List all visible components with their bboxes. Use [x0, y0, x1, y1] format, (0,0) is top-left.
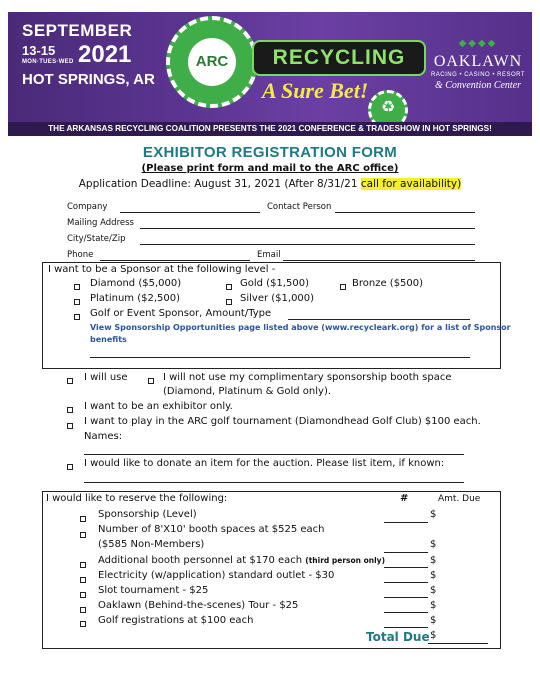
item-personnel-text: Additional booth personnel at $170 each	[98, 555, 303, 566]
item-personnel-note: (third person only)	[305, 556, 385, 565]
will-not-use-note: (Diamond, Platinum & Gold only).	[163, 386, 332, 397]
slot-checkbox[interactable]	[80, 592, 86, 598]
dollar-sign: $	[430, 630, 437, 641]
booth-count[interactable]	[384, 552, 428, 553]
dollar-sign: $	[430, 570, 437, 581]
gem-icon: ◆◆◆◆	[458, 38, 498, 49]
arc-chip-logo	[166, 16, 258, 108]
event-month: SEPTEMBER	[22, 21, 133, 40]
booth-checkbox[interactable]	[80, 532, 86, 538]
phone-field[interactable]	[100, 260, 250, 261]
item-tour: Oaklawn (Behind-the-scenes) Tour - $25	[98, 600, 299, 611]
total-due-label: Total Due	[366, 630, 430, 644]
tour-count[interactable]	[384, 612, 428, 613]
bronze-label: Bronze ($500)	[352, 278, 424, 289]
sponsorship-count[interactable]	[384, 522, 428, 523]
dollar-sign: $	[430, 539, 437, 550]
will-not-use-label: I will not use my complimentary sponsorship booth space	[163, 372, 452, 383]
slot-count[interactable]	[384, 597, 428, 598]
reserve-heading: I would like to reserve the following:	[46, 493, 228, 504]
personnel-checkbox[interactable]	[80, 562, 86, 568]
diamond-checkbox[interactable]	[74, 284, 80, 290]
will-not-use-checkbox[interactable]	[148, 378, 154, 384]
email-label: Email	[257, 250, 281, 260]
oaklawn-name: OAKLAWN	[433, 53, 523, 70]
golf-names-label: Names:	[84, 431, 123, 442]
sponsorship-checkbox[interactable]	[80, 516, 86, 522]
dollar-sign: $	[430, 585, 437, 596]
exhibitor-checkbox[interactable]	[67, 407, 73, 413]
event-city: HOT SPRINGS, AR	[22, 71, 155, 88]
golf-sponsor-field[interactable]	[288, 319, 470, 320]
conference-banner	[8, 12, 532, 136]
platinum-label: Platinum ($2,500)	[90, 293, 181, 304]
platinum-checkbox[interactable]	[74, 299, 80, 305]
dollar-sign: $	[430, 615, 437, 626]
phone-label: Phone	[67, 250, 94, 260]
sponsor-notes-field[interactable]	[90, 357, 470, 358]
dollar-sign: $	[430, 509, 437, 520]
item-electricity: Electricity (w/application) standard outlet - $30	[98, 570, 335, 581]
golf-sponsor-checkbox[interactable]	[74, 314, 80, 320]
bronze-checkbox[interactable]	[340, 284, 346, 290]
oaklawn-logo	[428, 38, 528, 91]
email-field[interactable]	[283, 260, 475, 261]
headline-sure-bet: A Sure Bet!	[262, 78, 369, 103]
electricity-checkbox[interactable]	[80, 577, 86, 583]
item-booth-nonmember: ($585 Non-Members)	[98, 539, 205, 550]
contact-field[interactable]	[335, 212, 475, 213]
will-use-checkbox[interactable]	[67, 378, 73, 384]
item-booth: Number of 8'X10' booth spaces at $525 each	[98, 524, 325, 535]
citystate-label: City/State/Zip	[67, 234, 126, 244]
tour-checkbox[interactable]	[80, 607, 86, 613]
mailing-field[interactable]	[140, 228, 475, 229]
oaklawn-tag: & Convention Center	[434, 80, 522, 91]
company-field[interactable]	[120, 212, 260, 213]
golf-play-checkbox[interactable]	[67, 423, 73, 429]
count-header: #	[400, 493, 409, 504]
headline-recycling: RECYCLING	[252, 40, 426, 76]
amount-header: Amt. Due	[438, 494, 481, 504]
donate-label: I would like to donate an item for the auction. Please list item, if known:	[84, 458, 445, 469]
personnel-count[interactable]	[384, 567, 428, 568]
banner-strip: THE ARKANSAS RECYCLING COALITION PRESENTS THE 2021 CONFERENCE & TRADESHOW IN HOT SPRINGS!	[8, 122, 532, 136]
contact-label: Contact Person	[267, 202, 332, 212]
silver-checkbox[interactable]	[226, 299, 232, 305]
gold-label: Gold ($1,500)	[240, 278, 309, 289]
recycle-icon: ♻	[368, 90, 408, 130]
sponsor-heading: I want to be a Sponsor at the following level -	[48, 264, 276, 275]
event-weekdays: MON·TUES·WED	[22, 59, 74, 65]
golf-sponsor-label: Golf or Event Sponsor, Amount/Type	[90, 308, 272, 319]
donate-checkbox[interactable]	[67, 464, 73, 470]
arc-chip-text: ARC	[188, 38, 236, 86]
form-title: EXHIBITOR REGISTRATION FORM	[142, 144, 398, 161]
diamond-label: Diamond ($5,000)	[90, 278, 182, 289]
item-personnel	[98, 555, 385, 566]
oaklawn-sub: RACING • CASINO • RESORT	[430, 72, 526, 78]
item-golf-reg: Golf registrations at $100 each	[98, 615, 254, 626]
deadline-highlight: call for availability)	[360, 178, 462, 190]
company-label: Company	[67, 202, 108, 212]
electricity-count[interactable]	[384, 582, 428, 583]
event-date	[22, 21, 155, 88]
gold-checkbox[interactable]	[226, 284, 232, 290]
citystate-field[interactable]	[140, 244, 475, 245]
dollar-sign: $	[430, 555, 437, 566]
silver-label: Silver ($1,000)	[240, 293, 315, 304]
deadline	[0, 178, 540, 190]
item-slot: Slot tournament - $25	[98, 585, 209, 596]
item-sponsorship: Sponsorship (Level)	[98, 509, 197, 520]
event-days: 13-15	[22, 43, 56, 58]
total-due-field[interactable]	[428, 643, 488, 644]
golf-names-field[interactable]	[84, 454, 464, 455]
form-note: (Please print form and mail to the ARC office)	[141, 163, 399, 174]
sponsor-info-1: View Sponsorship Opportunities page listed above (www.recycleark.org) for a list of Sponsor	[90, 323, 511, 332]
golf-play-label: I want to play in the ARC golf tournament (Diamondhead Golf Club) $100 each.	[84, 416, 481, 427]
deadline-text: Application Deadline: August 31, 2021 (After 8/31/21	[78, 178, 361, 190]
donate-field[interactable]	[84, 482, 464, 483]
event-year: 2021	[78, 41, 132, 68]
golf-reg-checkbox[interactable]	[80, 621, 86, 627]
golf-reg-count[interactable]	[384, 627, 428, 628]
exhibitor-label: I want to be an exhibitor only.	[84, 401, 233, 412]
mailing-label: Mailing Address	[67, 218, 134, 228]
dollar-sign: $	[430, 600, 437, 611]
will-use-label: I will use	[84, 372, 128, 383]
sponsor-info-2: benefits	[90, 335, 127, 344]
